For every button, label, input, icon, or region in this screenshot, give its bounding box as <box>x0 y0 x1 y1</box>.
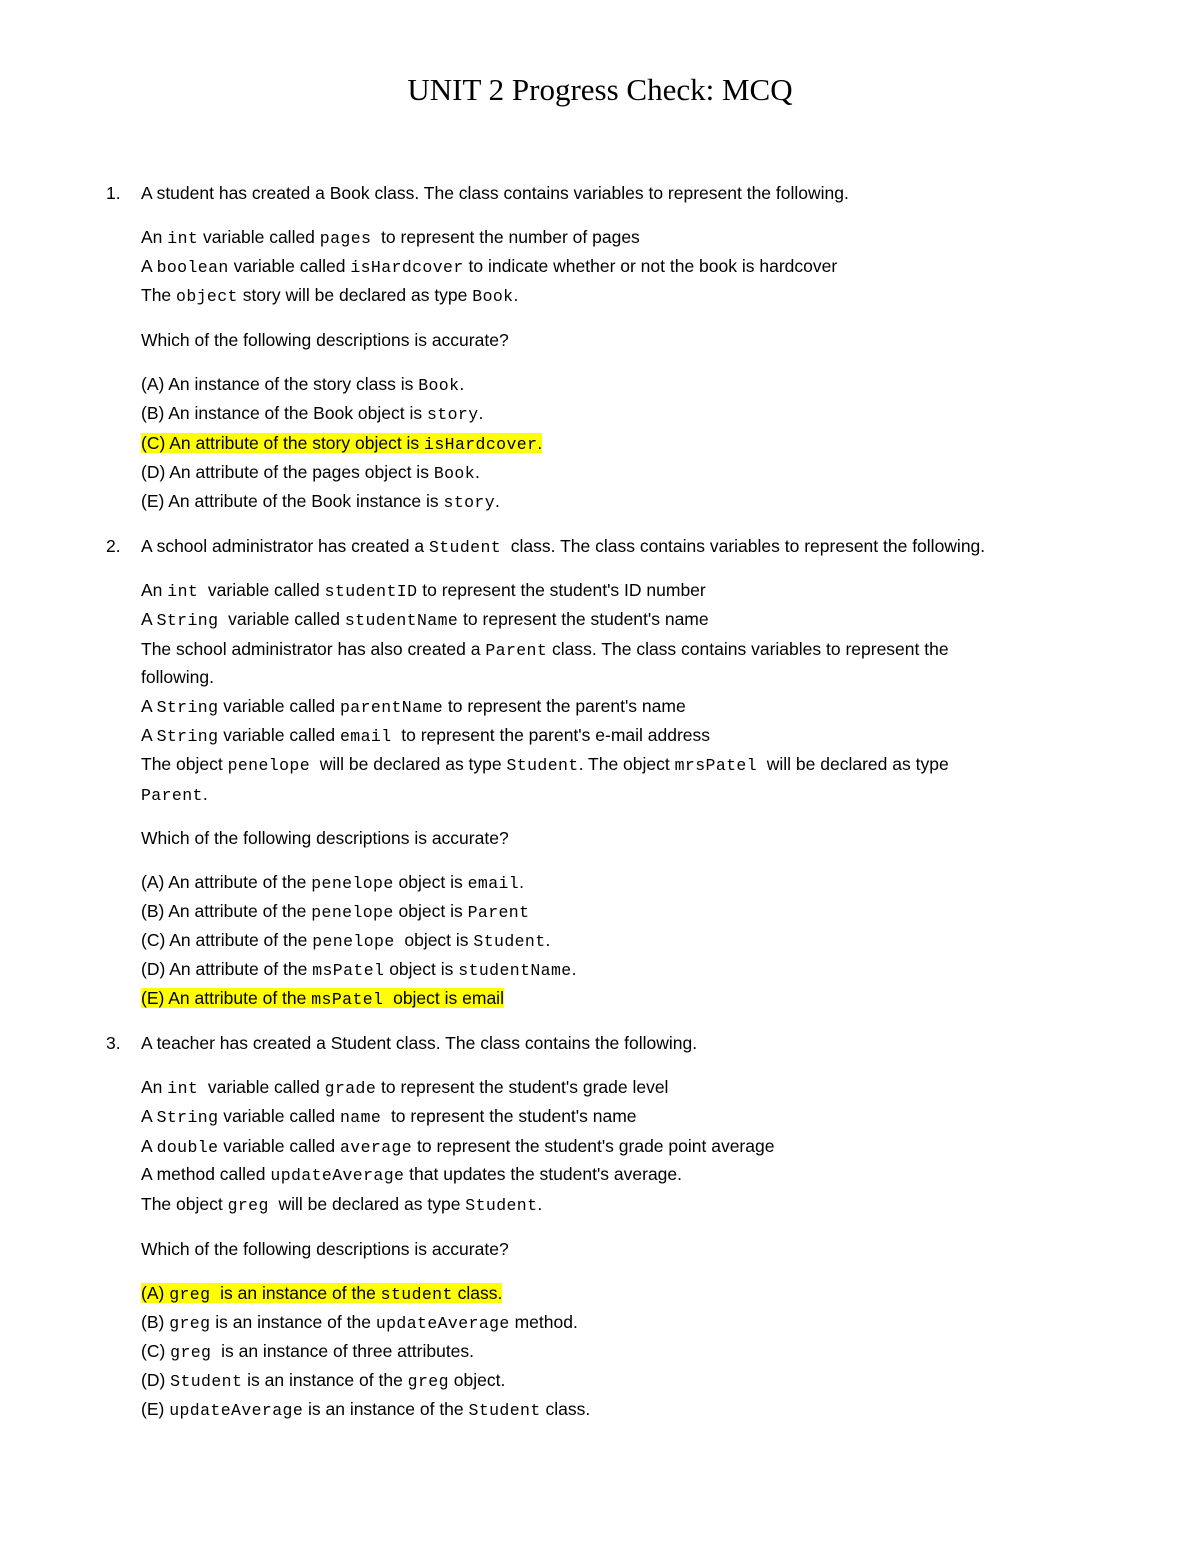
text-run: to represent the student's grade level <box>376 1077 669 1097</box>
text-run: (E) An attribute of the <box>141 988 312 1008</box>
text-run: to represent the student's grade point average <box>412 1136 775 1156</box>
text-run: will be declared as type <box>310 754 507 774</box>
text-run: The object <box>141 754 228 774</box>
text-line <box>141 723 710 749</box>
text-run: (D) <box>141 1370 171 1390</box>
text-run: (A) <box>141 1283 170 1303</box>
text-run: variable called <box>218 1106 340 1126</box>
text-run: A <box>141 696 157 716</box>
text-run: . <box>545 930 551 950</box>
text-line <box>141 665 214 689</box>
text-run: A teacher has created a Student class. The class contains the following. <box>141 1033 698 1053</box>
highlighted-answer-line <box>141 1281 502 1307</box>
text-line <box>141 1031 697 1055</box>
text-run: . <box>475 462 480 482</box>
code-identifier: int <box>167 229 199 248</box>
code-identifier: msPatel <box>311 990 384 1009</box>
code-identifier: double <box>156 1138 219 1157</box>
text-run: The object <box>141 1194 228 1214</box>
text-line <box>141 1397 590 1423</box>
text-line <box>141 1368 505 1394</box>
code-identifier: average <box>340 1138 413 1157</box>
text-run: method. <box>509 1312 578 1332</box>
code-identifier: String <box>156 698 219 717</box>
text-run: An <box>141 1077 168 1097</box>
text-run: A student has created a Book class. The class contains variables to represent the following. <box>141 183 849 203</box>
text-run: variable called <box>198 1077 325 1097</box>
text-run: (B) An instance of the Book object is <box>141 403 427 423</box>
text-line <box>141 899 529 925</box>
text-run: A <box>141 1136 157 1156</box>
question-number: 2. <box>106 536 121 556</box>
text-run: (A) An attribute of the <box>141 872 312 892</box>
question-number: 3. <box>106 1033 121 1053</box>
text-line <box>141 181 849 205</box>
code-identifier: greg <box>407 1372 449 1391</box>
text-line <box>141 534 985 560</box>
text-run: . <box>571 959 577 979</box>
text-line <box>141 1134 774 1160</box>
text-run: variable called <box>198 580 325 600</box>
text-run: object. <box>448 1370 506 1390</box>
text-line <box>141 607 709 633</box>
code-identifier: msPatel <box>312 961 385 980</box>
text-run: to indicate whether or not the book is hardcover <box>463 256 838 276</box>
text-run: The school administrator has also created a <box>141 639 486 659</box>
code-identifier: student <box>380 1285 453 1304</box>
text-run: object is email <box>383 988 504 1008</box>
code-identifier: Student <box>428 538 502 557</box>
text-run: is an instance of three attributes. <box>211 1341 475 1361</box>
text-run: to represent the student's name <box>458 609 709 629</box>
text-line <box>141 460 480 486</box>
text-line <box>141 372 464 398</box>
code-identifier: object <box>176 287 238 306</box>
text-run: variable called <box>228 256 351 276</box>
code-identifier: story <box>443 493 496 512</box>
text-run: object is <box>393 872 468 892</box>
code-identifier: boolean <box>156 258 229 277</box>
text-run: Which of the following descriptions is accurate? <box>141 330 509 350</box>
text-run: . <box>495 491 500 511</box>
text-line <box>141 1162 682 1188</box>
code-identifier: mrsPatel <box>674 756 758 775</box>
code-identifier: penelope <box>227 756 310 775</box>
text-run: to represent the student's name <box>381 1106 637 1126</box>
code-identifier: pages <box>319 229 372 248</box>
text-line <box>141 637 949 663</box>
text-run: The <box>141 285 177 305</box>
text-run: to represent the parent's name <box>443 696 686 716</box>
text-line <box>141 283 518 309</box>
code-identifier: penelope <box>311 903 394 922</box>
code-identifier: greg <box>227 1196 269 1215</box>
text-run: is an instance of the <box>242 1370 408 1390</box>
text-run: A <box>141 256 157 276</box>
code-identifier: isHardcover <box>424 435 538 454</box>
code-identifier: Student <box>170 1372 243 1391</box>
text-run: . <box>537 433 543 453</box>
code-identifier: greg <box>169 1285 211 1304</box>
text-run: will be declared as type <box>268 1194 466 1214</box>
code-identifier: Parent <box>141 786 203 805</box>
text-line <box>141 328 509 352</box>
code-identifier: Book <box>433 464 476 483</box>
text-run: is an instance of the <box>303 1399 469 1419</box>
text-line <box>141 957 576 983</box>
text-line <box>141 225 640 251</box>
text-line <box>141 489 500 515</box>
text-run: (A) An instance of the story class is <box>141 374 419 394</box>
text-run: . <box>513 285 519 305</box>
code-identifier: String <box>156 727 219 746</box>
text-line <box>141 870 524 896</box>
text-run: is an instance of the <box>210 1312 376 1332</box>
code-identifier: name <box>340 1108 382 1127</box>
highlighted-answer-line <box>141 431 542 457</box>
text-run: that updates the student's average. <box>404 1164 683 1184</box>
question-number: 1. <box>106 183 121 203</box>
text-run: (B) An attribute of the <box>141 901 312 921</box>
text-run: is an instance of the <box>210 1283 381 1303</box>
text-line <box>141 1237 509 1261</box>
text-run: class. <box>452 1283 503 1303</box>
text-run: variable called <box>218 725 340 745</box>
text-run: story will be declared as type <box>237 285 473 305</box>
text-run: A <box>141 609 157 629</box>
text-run: object is <box>384 959 459 979</box>
code-identifier: email <box>467 874 520 893</box>
text-run: . The object <box>578 754 675 774</box>
text-run: variable called <box>218 609 345 629</box>
text-run: (D) An attribute of the pages object is <box>141 462 434 482</box>
code-identifier: Book <box>418 376 460 395</box>
code-identifier: Student <box>473 932 546 951</box>
page-title: UNIT 2 Progress Check: MCQ <box>407 72 793 107</box>
text-line <box>141 401 483 427</box>
text-run: A school administrator has created a <box>141 536 429 556</box>
highlighted-answer-line <box>141 986 504 1012</box>
text-run: class. <box>540 1399 591 1419</box>
code-identifier: Parent <box>467 903 530 922</box>
code-identifier: penelope <box>311 874 394 893</box>
text-line <box>141 928 550 954</box>
code-identifier: studentName <box>344 611 459 630</box>
text-run: class. The class contains variables to represent the following. <box>501 536 986 556</box>
text-run: A <box>141 725 157 745</box>
text-run: . <box>202 784 208 804</box>
code-identifier: int <box>167 1079 199 1098</box>
code-identifier: Parent <box>485 641 548 660</box>
text-line <box>141 1075 668 1101</box>
code-identifier: Student <box>465 1196 538 1215</box>
text-run: (E) An attribute of the Book instance is <box>141 491 444 511</box>
code-identifier: String <box>156 611 219 630</box>
text-run: Which of the following descriptions is accurate? <box>141 828 509 848</box>
text-run: Which of the following descriptions is accurate? <box>141 1239 509 1259</box>
text-run: variable called <box>218 696 340 716</box>
text-run: to represent the student's ID number <box>417 580 706 600</box>
code-identifier: parentName <box>340 698 444 717</box>
text-run: (C) <box>141 1341 171 1361</box>
code-identifier: String <box>156 1108 219 1127</box>
code-identifier: Student <box>468 1401 541 1420</box>
text-run: object is <box>393 901 468 921</box>
text-run: (D) An attribute of the <box>141 959 313 979</box>
text-run: An <box>141 227 168 247</box>
code-identifier: Student <box>506 756 579 775</box>
text-run: . <box>519 872 524 892</box>
text-line <box>141 1104 637 1130</box>
code-identifier: updateAverage <box>169 1401 304 1420</box>
text-line <box>141 254 837 280</box>
text-run: . <box>537 1194 543 1214</box>
text-run: A <box>141 1106 157 1126</box>
text-run: to represent the parent's e-mail address <box>391 725 711 745</box>
text-run: following. <box>141 667 214 687</box>
code-identifier: studentName <box>458 961 572 980</box>
text-run: . <box>478 403 484 423</box>
code-identifier: Book <box>472 287 514 306</box>
code-identifier: isHardcover <box>350 258 464 277</box>
text-line <box>141 752 949 778</box>
text-line <box>141 694 686 720</box>
text-line <box>141 578 706 604</box>
text-run: (B) <box>141 1312 170 1332</box>
text-line <box>141 1310 578 1336</box>
code-identifier: int <box>167 582 199 601</box>
code-identifier: greg <box>170 1343 212 1362</box>
text-line <box>141 1339 474 1365</box>
text-run: (C) An attribute of the <box>141 930 313 950</box>
text-run: object is <box>394 930 474 950</box>
text-run: A method called <box>141 1164 271 1184</box>
code-identifier: greg <box>169 1314 211 1333</box>
code-identifier: email <box>340 727 392 746</box>
text-run: (E) <box>141 1399 170 1419</box>
code-identifier: updateAverage <box>375 1314 510 1333</box>
text-run: variable called <box>198 227 320 247</box>
code-identifier: story <box>427 405 479 424</box>
code-identifier: studentID <box>324 582 418 601</box>
code-identifier: grade <box>324 1079 377 1098</box>
text-run: An <box>141 580 168 600</box>
code-identifier: penelope <box>312 932 395 951</box>
text-run: (C) An attribute of the story object is <box>141 433 425 453</box>
text-run: will be declared as type <box>757 754 949 774</box>
text-line <box>141 826 509 850</box>
text-line <box>141 782 208 808</box>
text-run: class. The class contains variables to represent the <box>547 639 949 659</box>
code-identifier: updateAverage <box>270 1166 405 1185</box>
text-run: . <box>459 374 465 394</box>
text-line <box>141 1192 542 1218</box>
text-run: variable called <box>218 1136 340 1156</box>
text-run: to represent the number of pages <box>371 227 640 247</box>
